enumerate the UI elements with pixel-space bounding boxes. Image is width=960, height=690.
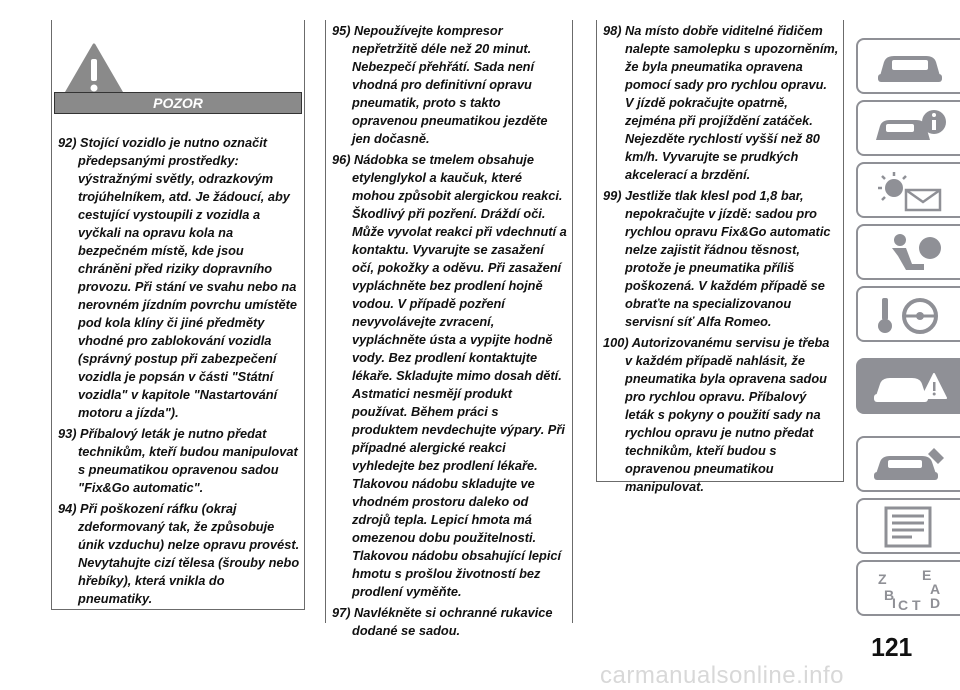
warning-item: 96) Nádobka se tmelem obsahuje etylenglykol a kaučuk, které mohou způsobit alergickou reakci. Škodlivý při pozření. Dráždí oči. Může vyvolat reakci při vdechnutí a kontaktu. Vyvarujte se zasažení očí, pokožky a oděvu. Při zasažení vypláchněte bez prodlení hojně vodou. V případě pozření nevyvolávejte zvracení, vypláchněte ústa a vypijte hodně vody. Bez prodlení kontaktujte lékaře. Skladujte mimo dosah dětí. Astmatici nesmějí produkt používat. Během práci s produktem nevdechujte výpary. Při případné alergické reakci vyhledejte bez prodlení lékaře. Tlakovou nádobu skladujte ve vhodném prostoru daleko od zdrojů tepla. Lepicí hmota má omezenou dobu použitelnosti. Tlakovou nádobu obsahující lepicí hmotu s prošlou životností bez prodlení vyměňte.: [332, 152, 567, 599]
warning-title: POZOR: [54, 92, 302, 114]
alphabetical-index-icon: [872, 568, 948, 612]
tab-safety[interactable]: [856, 224, 960, 280]
footer-watermark: carmanualsonline.info: [600, 662, 844, 689]
index-letter: I: [892, 595, 896, 611]
car-breakdown-icon: [872, 366, 948, 408]
tab-technical-data[interactable]: [856, 498, 960, 554]
spec-sheet-icon: [872, 506, 948, 548]
warning-column-3: [596, 20, 844, 494]
warning-light-envelope-icon: [872, 170, 948, 212]
car-info-icon: [872, 108, 948, 150]
warning-item: 95) Nepoužívejte kompresor nepřetržitě déle než 20 minut. Nebezpečí přehřátí. Sada není vhodná pro definitivní opravu pneumatik, proto s takto opravenou pneumatikou jezděte jen dočasně.: [332, 23, 548, 146]
index-letter: E: [922, 568, 932, 583]
key-wheel-icon: [872, 294, 948, 336]
warning-item: 100) Autorizovanému servisu je třeba v každém případě nahlásit, že pneumatika byla opravena sadou pro rychlou opravu. Příbalový leták s pokyny o použití sady na rychlou opravu je nutno předat technikům, kteří budou s opravenou pneumatikou manipulovat.: [603, 335, 830, 494]
warning-item: 94) Při poškození ráfku (okraj zdeformovaný tak, že způsobuje únik vzduchu) nelze opravu provést. Nevytahujte cizí tělesa (šrouby nebo hřebíky), která vnikla do pneumatiky.: [58, 501, 300, 606]
tab-maintenance[interactable]: [856, 436, 960, 492]
tab-warning-lights[interactable]: [856, 162, 960, 218]
airbag-seat-icon: [872, 232, 948, 274]
warning-list-1: [58, 134, 300, 611]
warning-triangle-icon: [62, 42, 126, 98]
car-icon: [872, 46, 948, 88]
index-letter: B: [884, 587, 895, 603]
warning-item: 92) Stojící vozidlo je nutno označit předepsanými prostředky: výstražnými světly, odrazkovým trojúhelníkem, atd. Je žádoucí, aby cestující vystoupili z vozidla a vyčkali na opravu kola na bezpečném místě, kde jsou chráněni před riziky dopravního provozu. Při stání ve svahu nebo na nerovném jízdním povrchu umístěte pod kola klíny či jiné předměty vhodné pro zablokování vozidla (správný postup při zabezpečení vozidla je popsán v části "Státní vozidla" v kapitole "Nastartování motoru a jízda").: [58, 135, 298, 420]
warning-list-2: [332, 22, 568, 643]
tab-car-info[interactable]: [856, 100, 960, 156]
page-number: 121: [871, 632, 913, 662]
index-letter: A: [930, 581, 941, 597]
warning-item: 93) Příbalový leták je nutno předat technikům, kteří budou manipulovat s pneumatikou opravenou sadou "Fix&Go automatic".: [58, 426, 298, 495]
index-letter: C: [898, 597, 909, 612]
warning-column-1: [51, 20, 305, 610]
index-letter: T: [912, 597, 921, 612]
tab-car-overview[interactable]: [856, 38, 960, 94]
index-letter: Z: [878, 571, 887, 587]
warning-item: 97) Navlékněte si ochranné rukavice dodané se sadou.: [332, 605, 553, 638]
tab-emergency[interactable]: [856, 358, 960, 414]
tab-starting-driving[interactable]: [856, 286, 960, 342]
warning-item: 99) Jestliže tlak klesl pod 1,8 bar, nepokračujte v jízdě: sadou pro rychlou opravu Fix&Go automatic nelze zajistit řádnou těsnost, protože je pneumatika příliš poškozená. V každém případě se obraťte na specializovanou servisní síť Alfa Romeo.: [603, 188, 831, 329]
car-maintenance-icon: [872, 444, 948, 486]
index-letter: D: [930, 595, 941, 611]
warning-list-3: [603, 22, 839, 499]
warning-column-2: [325, 20, 573, 638]
tab-index[interactable]: [856, 560, 960, 616]
warning-item: 98) Na místo dobře viditelné řidičem nalepte samolepku s upozorněním, že byla pneumatika opravena pomocí sady pro rychlou opravu. V jízdě pokračujte opatrně, zejména při projíždění zatáček. Nejezděte rychlostí vyšší než 80 km/h. Vyvarujte se prudkých akcelerací a brzdění.: [603, 23, 839, 182]
